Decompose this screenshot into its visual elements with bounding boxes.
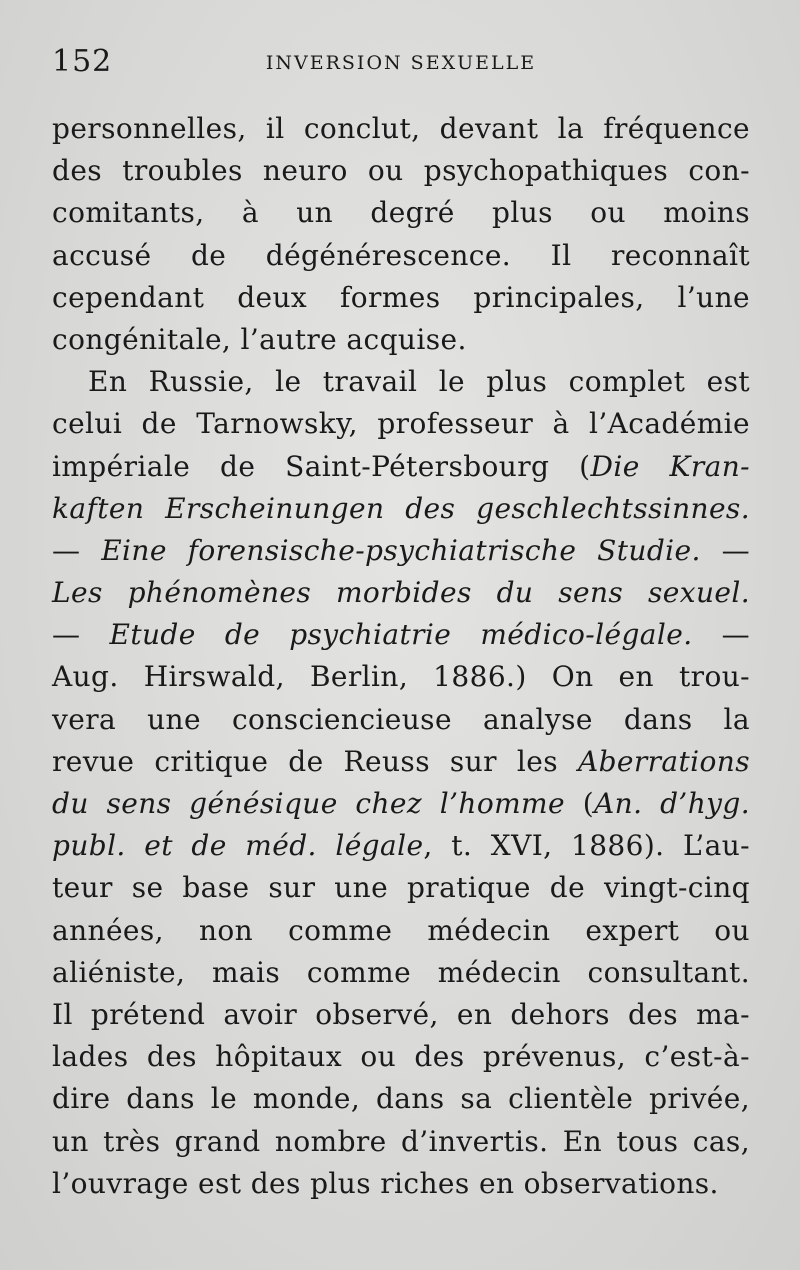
text-segment: années, non comme médecin expert ou xyxy=(52,913,750,947)
text-segment: vera une consciencieuse analyse dans la xyxy=(52,702,750,736)
running-title: INVERSION SEXUELLE xyxy=(265,52,537,74)
italic-text: Eine forensische-psychiatrische Studie. xyxy=(101,533,701,567)
page-header xyxy=(52,44,750,84)
text-line xyxy=(52,403,750,445)
text-line xyxy=(52,150,750,192)
text-line xyxy=(52,910,750,952)
text-line xyxy=(52,1078,750,1120)
text-segment: En Russie, le travail le plus complet est xyxy=(88,365,750,399)
text-line xyxy=(52,446,750,488)
text-segment: lades des hôpitaux ou des prévenus, c’est-à- xyxy=(52,1040,750,1074)
text-line xyxy=(52,867,750,909)
italic-text: kaften Erscheinungen des geschlechtssinnes. xyxy=(52,491,750,525)
text-segment: cependant deux formes principales, l’une xyxy=(52,280,750,314)
text-segment: dire dans le monde, dans sa clientèle privée, xyxy=(52,1082,750,1116)
text-segment: des troubles neuro ou psychopathiques con- xyxy=(52,154,750,188)
text-line xyxy=(52,656,750,698)
text-line xyxy=(52,994,750,1036)
text-line xyxy=(52,361,750,403)
text-segment: aliéniste, mais comme médecin consultant. xyxy=(52,955,750,989)
text-line xyxy=(52,488,750,530)
text-line xyxy=(52,825,750,867)
italic-text: Les phénomènes morbides du sens sexuel. xyxy=(52,576,750,610)
text-line xyxy=(52,1036,750,1078)
text-line xyxy=(52,699,750,741)
italic-text: An. d’hyg. xyxy=(594,787,751,820)
text-segment: Il prétend avoir observé, en dehors des ma- xyxy=(52,997,750,1031)
text-line xyxy=(52,530,750,572)
text-segment: personnelles, il conclut, devant la fréquence xyxy=(52,112,750,145)
text-line xyxy=(52,614,750,656)
text-line xyxy=(52,319,750,361)
text-segment: accusé de dégénérescence. Il reconnaît xyxy=(52,238,750,272)
text-line xyxy=(52,277,750,319)
text-line xyxy=(52,192,750,234)
text-line xyxy=(52,235,750,277)
text-line xyxy=(52,783,750,825)
text-segment: congénitale, l’autre acquise. xyxy=(52,322,467,356)
text-line xyxy=(52,1121,750,1163)
text-segment: revue critique de Reuss sur les xyxy=(52,744,578,778)
page-number: 152 xyxy=(52,44,113,79)
text-segment: un très grand nombre d’invertis. En tous cas, xyxy=(52,1124,750,1158)
text-segment: — xyxy=(692,618,751,652)
text-segment: — xyxy=(700,533,750,567)
text-segment: — xyxy=(52,533,102,567)
italic-text: publ. et de méd. légale xyxy=(52,829,424,863)
italic-text: Etude de psychiatrie médico-légale. xyxy=(109,618,693,652)
text-line xyxy=(52,952,750,994)
italic-text: du sens génésique chez l’homme xyxy=(52,787,565,820)
text-segment: — xyxy=(52,618,110,652)
text-line xyxy=(52,108,750,150)
italic-text: Aberrations xyxy=(577,744,750,778)
italic-text: Die Kran- xyxy=(590,449,750,483)
text-segment: l’ouvrage est des plus riches en observations. xyxy=(52,1166,719,1200)
body-text xyxy=(52,108,750,1205)
text-segment: , t. XVI, 1886). L’au- xyxy=(423,829,750,863)
text-segment: impériale de Saint-Pétersbourg ( xyxy=(52,449,591,483)
text-segment: comitants, à un degré plus ou moins xyxy=(52,196,750,230)
text-segment: teur se base sur une pratique de vingt-cinq xyxy=(52,871,750,905)
text-segment: celui de Tarnowsky, professeur à l’Académie xyxy=(52,407,750,441)
text-line xyxy=(52,741,750,783)
text-line xyxy=(52,572,750,614)
text-segment: Aug. Hirswald, Berlin, 1886.) On en trou- xyxy=(52,660,750,694)
text-line xyxy=(52,1163,750,1205)
text-segment: ( xyxy=(564,787,595,820)
